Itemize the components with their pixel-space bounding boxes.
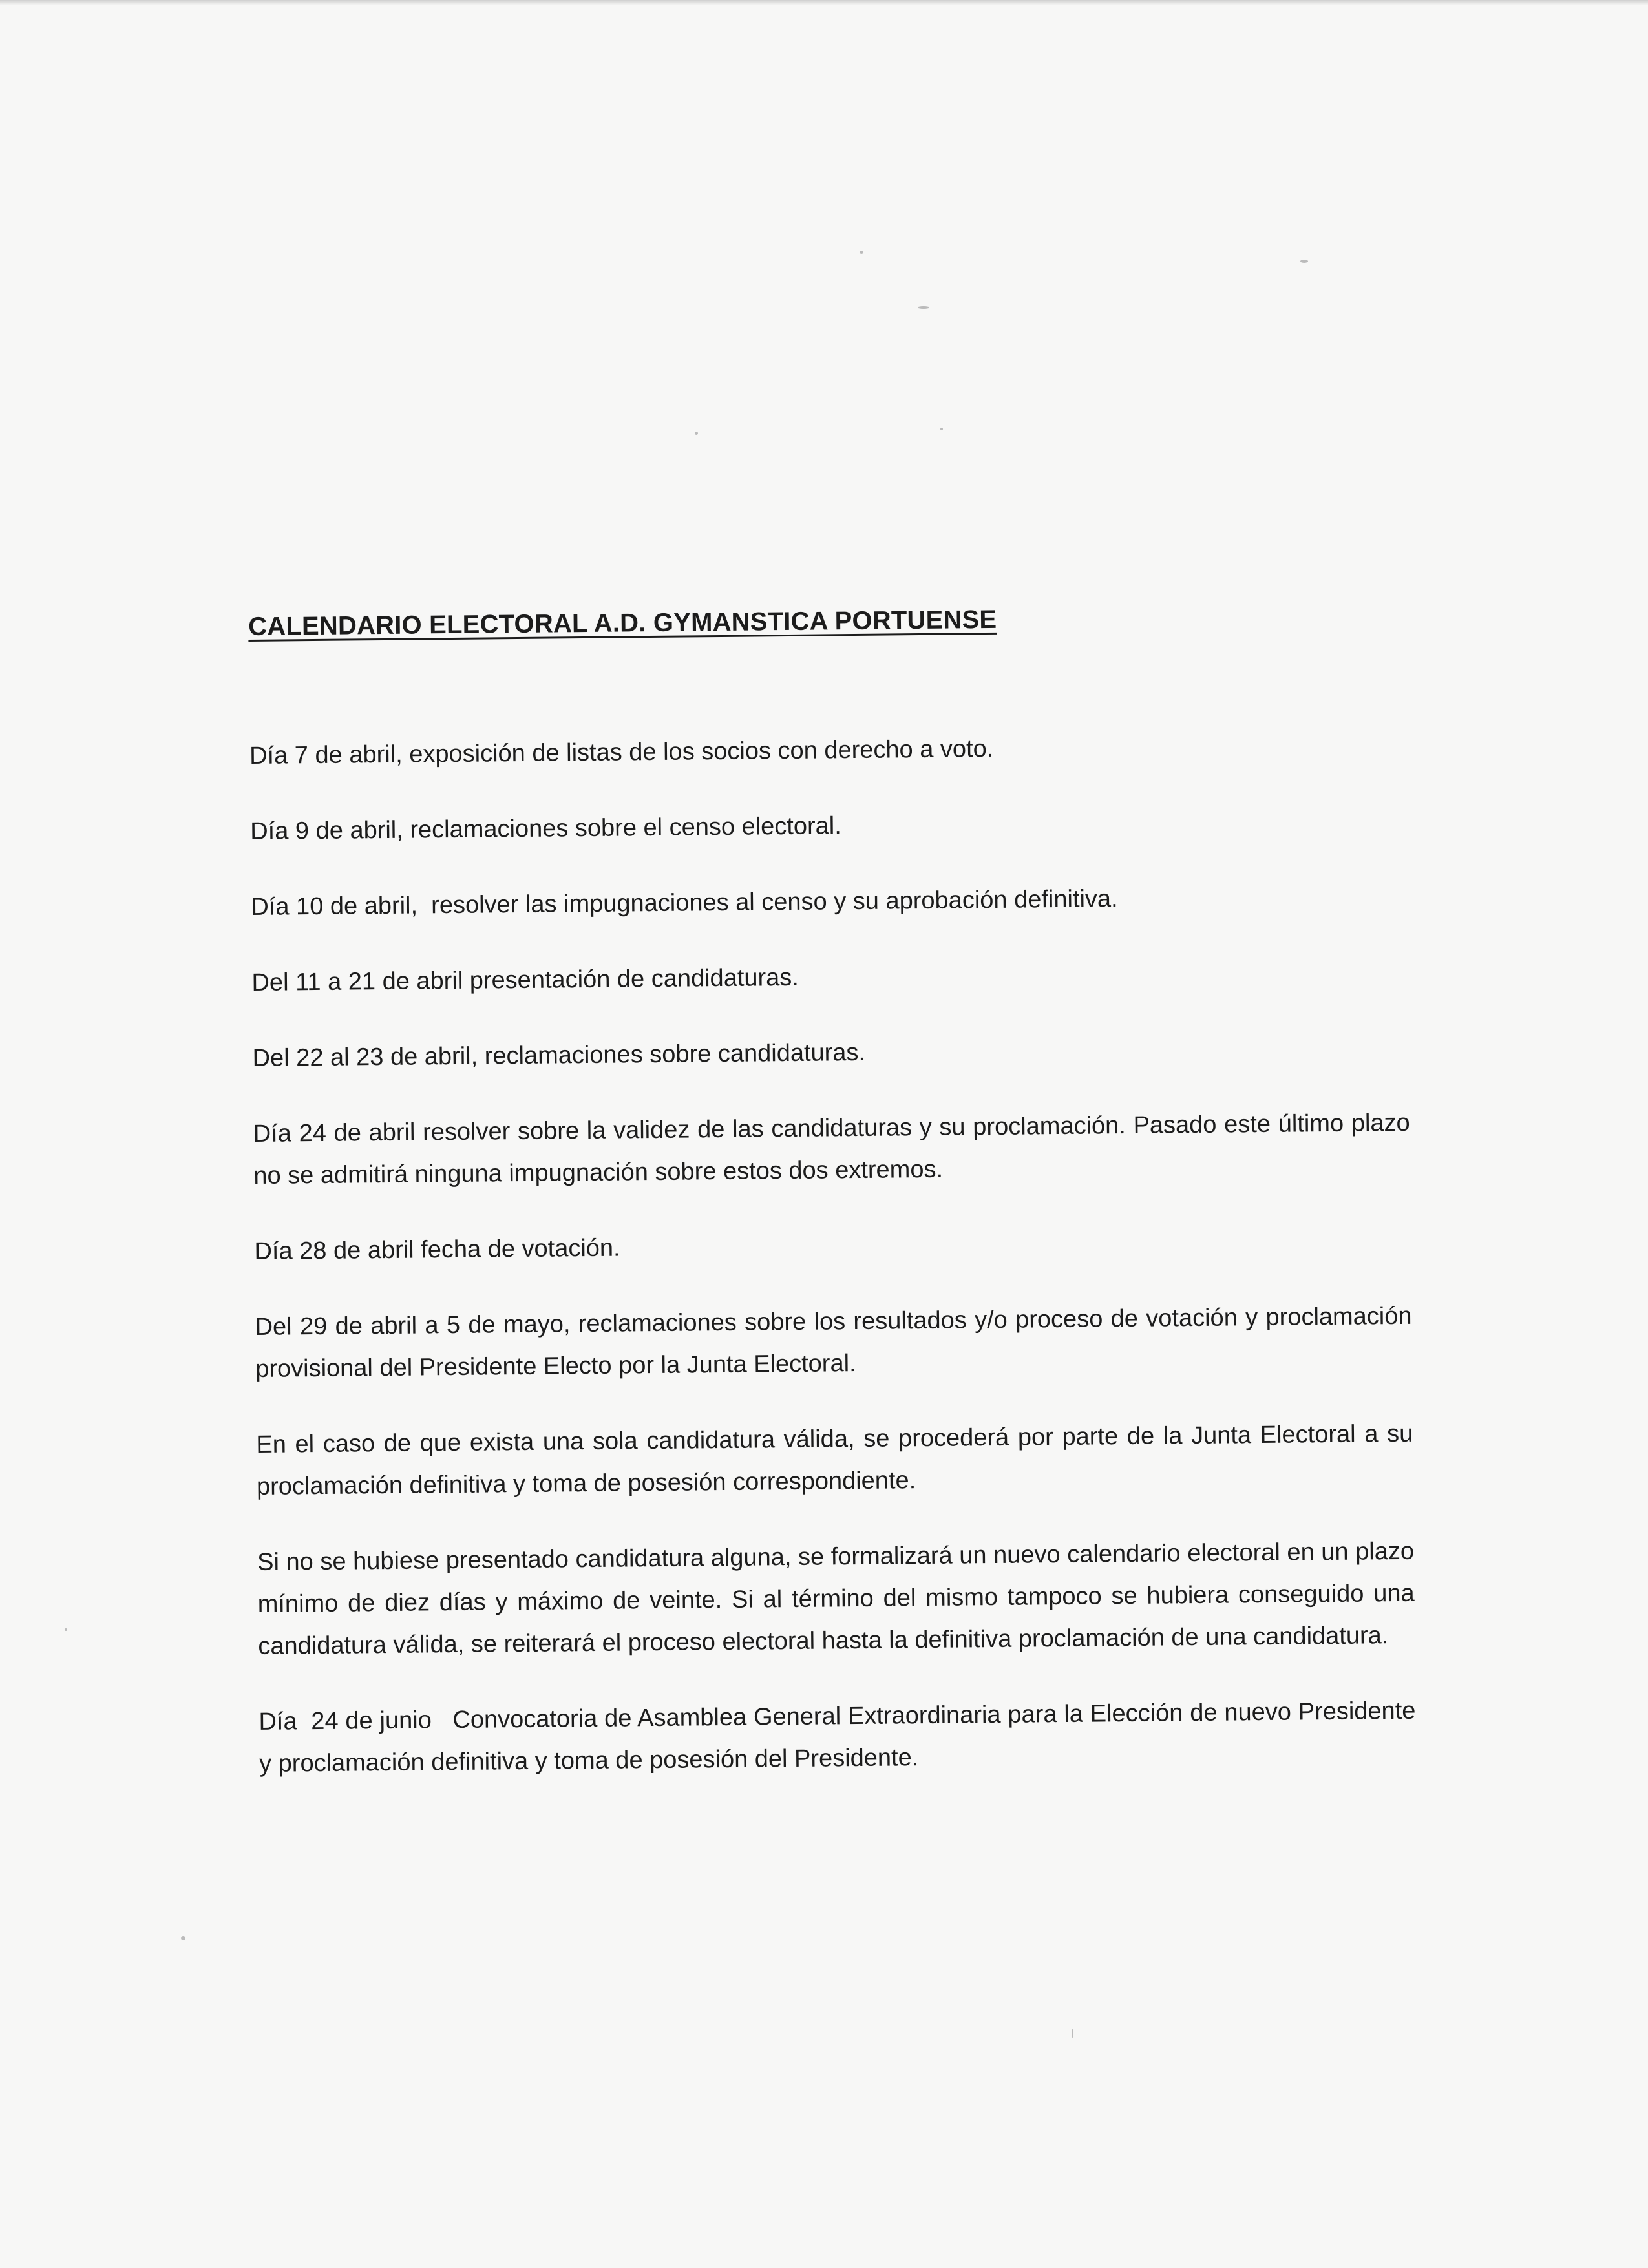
scan-speck	[65, 1628, 67, 1631]
paragraph-census-claims: Día 9 de abril, reclamaciones sobre el censo electoral.	[250, 812, 842, 845]
scan-speck	[695, 432, 698, 435]
document-body	[248, 602, 1423, 1819]
scan-speck	[940, 428, 943, 430]
paragraph-candidacy-submission: Del 11 a 21 de abril presentación de candidaturas.	[251, 963, 799, 996]
paragraph-results-claims: Del 29 de abril a 5 de mayo, reclamaciones sobre los resultados y/o proceso de votación y proclamación provisional del Presidente Electo por la Junta Electoral.	[255, 1302, 1412, 1383]
scan-speck	[1300, 260, 1308, 263]
document-title: CALENDARIO ELECTORAL A.D. GYMANSTICA PORTUENSE	[248, 605, 997, 641]
scan-speck	[860, 251, 863, 254]
paragraph-voting-date: Día 28 de abril fecha de votación.	[254, 1234, 620, 1265]
paragraph-census-resolution: Día 10 de abril, resolver las impugnaciones al censo y su aprobación definitiva.	[251, 885, 1118, 921]
paragraph-general-assembly: Día 24 de junio Convocatoria de Asamblea General Extraordinaria para la Elección de nuevo Presidente y proclamación definitiva y toma de posesión del Presidente.	[259, 1697, 1423, 1778]
paragraph-candidacy-validation: Día 24 de abril resolver sobre la validez de las candidaturas y su proclamación. Pasado este último plazo no se admitirá ninguna impugnación sobre estos dos extremos.	[253, 1109, 1410, 1190]
scan-speck	[918, 306, 929, 309]
paragraph-candidacy-claims: Del 22 al 23 de abril, reclamaciones sobre candidaturas.	[252, 1038, 866, 1072]
scan-speck	[1072, 2029, 1073, 2038]
paragraph-voter-list: Día 7 de abril, exposición de listas de los socios con derecho a voto.	[249, 735, 994, 770]
scan-speck	[181, 1936, 185, 1940]
paragraph-no-candidacy: Si no se hubiese presentado candidatura alguna, se formalizará un nuevo calendario electoral en un plazo mínimo de diez días y máximo de veinte. Si al término del mismo tampoco se hubiera conseguido una candidatura válida, se reiterará el proceso electoral hasta la definitiva proclamación de una candidatura.	[257, 1537, 1415, 1660]
scan-top-edge	[0, 0, 1648, 5]
paragraph-single-candidacy: En el caso de que exista una sola candidatura válida, se procederá por parte de la Junta Electoral a su proclamación definitiva y toma de posesión correspondiente.	[256, 1420, 1413, 1500]
